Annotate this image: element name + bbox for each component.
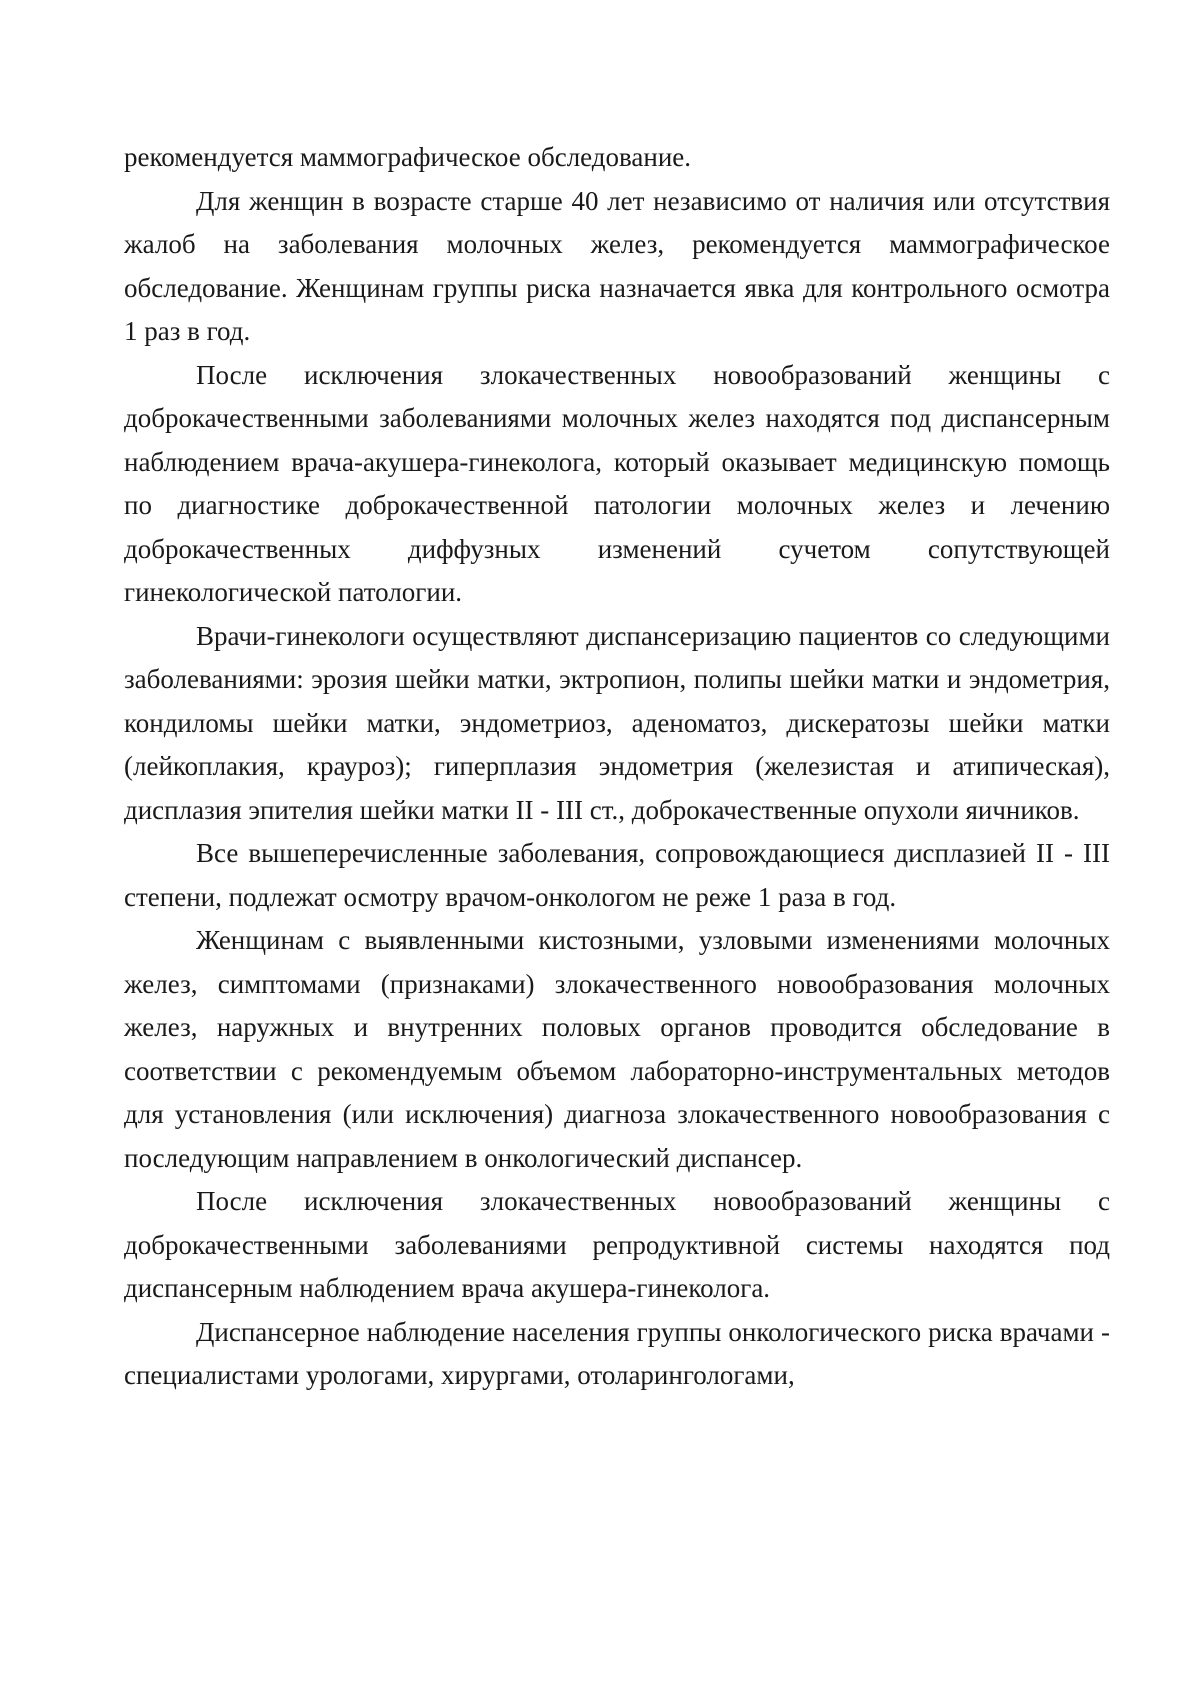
document-body (124, 136, 1110, 1398)
paragraph-mammography-continuation: рекомендуется маммографическое обследование. (124, 142, 692, 172)
paragraph-women-over-40: Для женщин в возрасте старше 40 лет независимо от наличия или отсутствия жалоб на заболевания молочных желез, рекомендуется маммографическое обследование. Женщинам группы риска назначается явка для контрольного осмотра 1 раз в год. (124, 185, 1110, 346)
paragraph-reproductive-system-observation: После исключения злокачественных новообразований женщины с доброкачественными заболеваниями репродуктивной системы находятся под диспансерным наблюдением врача акушера-гинеколога. (124, 1186, 1110, 1303)
paragraph-benign-breast-observation: После исключения злокачественных новообразований женщины с доброкачественными заболеваниями молочных желез находятся под диспансерным наблюдением врача-акушера-гинеколога, который оказывает медицинскую помощь по диагностике доброкачественной патологии молочных желез и лечению доброкачественных диффузных изменений сучетом сопутствующей гинекологической патологии. (124, 359, 1110, 607)
paragraph-risk-group-specialists: Диспансерное наблюдение населения группы онкологического риска врачами - специалистами урологами, хирургами, отоларингологами, (124, 1316, 1110, 1390)
paragraph-cystic-nodular-changes: Женщинам с выявленными кистозными, узловыми изменениями молочных желез, симптомами (признаками) злокачественного новообразования молочных желез, наружных и внутренних половых органов проводится обследование в соответствии с рекомендуемым объемом лабораторно-инструментальных методов для установления (или исключения) диагноза злокачественного новообразования с последующим направлением в онкологический диспансер. (124, 925, 1110, 1173)
paragraph-gynecologists-dispensary: Врачи-гинекологи осуществляют диспансеризацию пациентов со следующими заболеваниями: эрозия шейки матки, эктропион, полипы шейки матки и эндометрия, кондиломы шейки матки, эндометриоз, аденоматоз, дискератозы шейки матки (лейкоплакия, крауроз); гиперплазия эндометрия (железистая и атипическая), дисплазия эпителия шейки матки II - III ст., доброкачественные опухоли яичников. (124, 620, 1110, 825)
paragraph-dysplasia-oncologist: Все вышеперечисленные заболевания, сопровождающиеся дисплазией II - III степени, подлежат осмотру врачом-онкологом не реже 1 раза в год. (124, 838, 1110, 912)
